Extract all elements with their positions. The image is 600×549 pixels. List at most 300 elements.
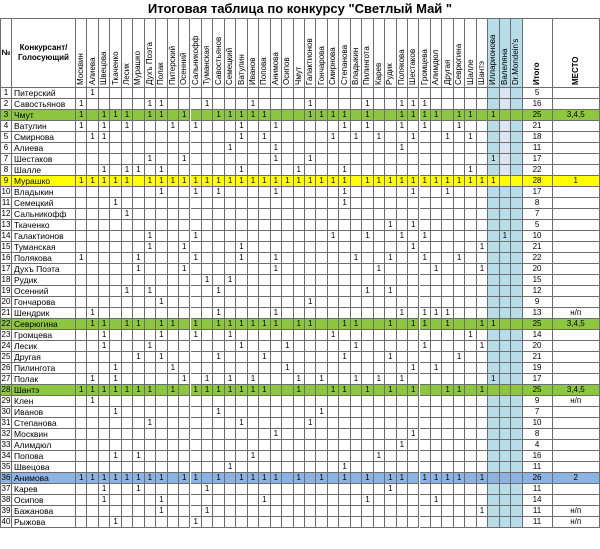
vote-cell: 1 xyxy=(362,286,373,297)
vote-cell xyxy=(454,418,465,429)
vote-cell xyxy=(191,440,202,451)
vote-cell xyxy=(99,231,110,242)
total-cell: 4 xyxy=(523,440,553,451)
vote-cell xyxy=(133,220,144,231)
vote-cell xyxy=(465,418,476,429)
vote-cell xyxy=(374,275,385,286)
vote-cell xyxy=(76,187,87,198)
vote-cell xyxy=(500,209,511,220)
vote-cell xyxy=(420,242,431,253)
vote-cell xyxy=(442,352,453,363)
vote-cell xyxy=(225,396,236,407)
vote-cell: 1 xyxy=(236,473,247,484)
place-cell xyxy=(553,242,600,253)
vote-cell xyxy=(374,429,385,440)
vote-cell xyxy=(179,187,190,198)
vote-cell: 1 xyxy=(191,517,202,528)
participant-name: Смирнова xyxy=(12,132,76,143)
vote-cell: 1 xyxy=(133,473,144,484)
vote-cell xyxy=(305,451,316,462)
vote-cell xyxy=(202,231,213,242)
vote-cell xyxy=(351,209,362,220)
vote-cell xyxy=(156,374,167,385)
vote-cell: 1 xyxy=(408,110,419,121)
total-cell: 11 xyxy=(523,143,553,154)
vote-cell xyxy=(385,462,396,473)
vote-cell xyxy=(179,495,190,506)
vote-cell xyxy=(76,396,87,407)
vote-cell: 1 xyxy=(179,374,190,385)
vote-cell: 1 xyxy=(87,319,98,330)
vote-cell: 1 xyxy=(225,143,236,154)
vote-cell xyxy=(385,407,396,418)
vote-cell: 1 xyxy=(145,231,156,242)
vote-cell: 1 xyxy=(351,132,362,143)
vote-cell xyxy=(397,165,408,176)
vote-cell: 1 xyxy=(202,506,213,517)
vote-cell xyxy=(191,451,202,462)
total-cell: 11 xyxy=(523,517,553,528)
vote-cell xyxy=(294,253,305,264)
vote-cell xyxy=(236,143,247,154)
vote-cell xyxy=(420,484,431,495)
vote-cell: 1 xyxy=(202,484,213,495)
vote-cell xyxy=(168,374,179,385)
vote-cell xyxy=(87,462,98,473)
vote-cell xyxy=(156,121,167,132)
vote-cell xyxy=(202,286,213,297)
vote-cell xyxy=(213,418,224,429)
vote-cell xyxy=(351,143,362,154)
vote-cell xyxy=(236,506,247,517)
vote-cell xyxy=(374,418,385,429)
vote-cell xyxy=(511,143,522,154)
vote-cell xyxy=(397,462,408,473)
vote-cell xyxy=(271,374,282,385)
voter-name: Алиева xyxy=(87,57,97,85)
voter-name: Смирнова xyxy=(328,47,338,85)
vote-cell xyxy=(374,363,385,374)
vote-cell xyxy=(420,154,431,165)
vote-cell xyxy=(442,363,453,374)
vote-cell xyxy=(500,352,511,363)
vote-cell: 1 xyxy=(442,319,453,330)
vote-cell: 1 xyxy=(316,407,327,418)
vote-cell: 1 xyxy=(294,374,305,385)
vote-cell xyxy=(385,209,396,220)
vote-cell xyxy=(168,341,179,352)
vote-cell: 1 xyxy=(362,231,373,242)
vote-cell xyxy=(191,198,202,209)
row-number: 25 xyxy=(1,352,11,361)
vote-cell: 1 xyxy=(397,440,408,451)
vote-cell: 1 xyxy=(76,176,87,187)
vote-cell: 1 xyxy=(454,110,465,121)
row-number: 28 xyxy=(1,385,11,394)
vote-cell xyxy=(168,506,179,517)
vote-cell xyxy=(179,319,190,330)
vote-cell xyxy=(259,462,270,473)
vote-cell xyxy=(316,209,327,220)
vote-cell xyxy=(133,231,144,242)
row-number: 1 xyxy=(0,88,12,99)
place-cell xyxy=(553,132,600,143)
vote-cell xyxy=(87,407,98,418)
vote-cell xyxy=(431,143,442,154)
vote-cell xyxy=(271,407,282,418)
vote-cell xyxy=(351,121,362,132)
vote-cell xyxy=(76,517,87,528)
vote-cell: 1 xyxy=(477,176,488,187)
vote-cell xyxy=(397,517,408,528)
vote-cell xyxy=(465,154,476,165)
total-cell: 16 xyxy=(523,99,553,110)
vote-cell xyxy=(454,88,465,99)
vote-cell xyxy=(465,396,476,407)
vote-cell: 1 xyxy=(110,176,121,187)
vote-cell xyxy=(133,88,144,99)
vote-cell xyxy=(225,341,236,352)
vote-cell xyxy=(271,209,282,220)
vote-cell xyxy=(122,418,133,429)
vote-cell xyxy=(500,297,511,308)
vote-cell xyxy=(225,308,236,319)
voter-name: Сальникофф xyxy=(190,35,200,85)
vote-cell: 1 xyxy=(202,374,213,385)
vote-cell: 1 xyxy=(99,176,110,187)
vote-cell xyxy=(385,88,396,99)
vote-cell xyxy=(213,264,224,275)
vote-cell xyxy=(87,429,98,440)
vote-cell xyxy=(488,99,499,110)
vote-cell xyxy=(225,187,236,198)
vote-cell xyxy=(179,506,190,517)
participant-name: Лесик xyxy=(12,341,76,352)
vote-cell: 1 xyxy=(328,330,339,341)
vote-cell: 1 xyxy=(236,121,247,132)
vote-cell xyxy=(454,407,465,418)
vote-cell: 1 xyxy=(110,110,121,121)
vote-cell xyxy=(248,429,259,440)
vote-cell xyxy=(477,374,488,385)
vote-cell xyxy=(477,198,488,209)
vote-cell xyxy=(99,363,110,374)
vote-cell xyxy=(179,462,190,473)
vote-cell xyxy=(488,506,499,517)
vote-cell xyxy=(477,440,488,451)
vote-cell: 1 xyxy=(408,429,419,440)
vote-cell xyxy=(385,374,396,385)
vote-cell: 1 xyxy=(145,473,156,484)
vote-cell xyxy=(282,473,293,484)
vote-cell: 1 xyxy=(294,319,305,330)
place-cell: 2 xyxy=(553,473,600,484)
vote-cell xyxy=(236,330,247,341)
vote-cell xyxy=(442,374,453,385)
vote-cell xyxy=(465,143,476,154)
participant-name: Пилингота xyxy=(12,363,76,374)
vote-cell xyxy=(99,440,110,451)
vote-cell xyxy=(339,264,350,275)
vote-cell xyxy=(362,407,373,418)
vote-cell xyxy=(122,220,133,231)
vote-cell xyxy=(282,495,293,506)
vote-cell xyxy=(454,319,465,330)
vote-cell xyxy=(316,429,327,440)
vote-cell xyxy=(339,451,350,462)
vote-cell xyxy=(110,209,121,220)
vote-cell xyxy=(316,484,327,495)
vote-cell: 1 xyxy=(99,110,110,121)
vote-cell xyxy=(248,418,259,429)
vote-cell xyxy=(76,286,87,297)
vote-cell xyxy=(168,429,179,440)
vote-cell xyxy=(442,209,453,220)
total-cell: 25 xyxy=(523,319,553,330)
vote-cell xyxy=(110,275,121,286)
participant-name: Шалле xyxy=(12,165,76,176)
vote-cell xyxy=(351,176,362,187)
vote-cell xyxy=(191,110,202,121)
voter-name: Анимова xyxy=(270,52,280,85)
vote-cell: 1 xyxy=(374,132,385,143)
vote-cell xyxy=(351,418,362,429)
vote-cell: 1 xyxy=(362,385,373,396)
vote-cell: 1 xyxy=(168,319,179,330)
vote-cell xyxy=(477,451,488,462)
vote-cell xyxy=(454,517,465,528)
vote-cell: 1 xyxy=(191,121,202,132)
vote-cell xyxy=(87,209,98,220)
vote-cell xyxy=(328,275,339,286)
total-cell: 5 xyxy=(523,88,553,99)
vote-cell xyxy=(87,275,98,286)
vote-cell xyxy=(454,275,465,286)
voter-name: Пилингота xyxy=(362,46,372,85)
vote-cell xyxy=(294,407,305,418)
vote-cell: 1 xyxy=(99,484,110,495)
row-number: 14 xyxy=(1,231,11,240)
vote-cell xyxy=(500,330,511,341)
vote-cell xyxy=(465,484,476,495)
vote-cell: 1 xyxy=(110,407,121,418)
vote-cell xyxy=(477,429,488,440)
vote-cell xyxy=(420,385,431,396)
vote-cell xyxy=(87,440,98,451)
vote-cell xyxy=(397,253,408,264)
vote-cell: 1 xyxy=(397,308,408,319)
vote-cell: 1 xyxy=(397,121,408,132)
row-number: 37 xyxy=(1,484,11,493)
vote-cell xyxy=(420,462,431,473)
vote-cell xyxy=(351,242,362,253)
vote-cell: 1 xyxy=(305,154,316,165)
vote-cell xyxy=(133,198,144,209)
vote-cell xyxy=(316,286,327,297)
vote-cell xyxy=(477,407,488,418)
vote-cell xyxy=(500,341,511,352)
row-number: 11 xyxy=(1,198,11,207)
vote-cell xyxy=(442,253,453,264)
vote-cell xyxy=(145,330,156,341)
vote-cell xyxy=(76,330,87,341)
vote-cell xyxy=(500,495,511,506)
vote-cell xyxy=(213,242,224,253)
participant-name: Гончарова xyxy=(12,297,76,308)
header-voter xyxy=(362,18,373,88)
header-voter xyxy=(110,18,121,88)
vote-cell xyxy=(191,220,202,231)
vote-cell xyxy=(454,143,465,154)
vote-cell xyxy=(362,308,373,319)
vote-cell xyxy=(179,220,190,231)
vote-cell xyxy=(168,451,179,462)
vote-cell xyxy=(305,330,316,341)
vote-cell xyxy=(477,253,488,264)
vote-cell xyxy=(191,275,202,286)
vote-cell: 1 xyxy=(420,473,431,484)
vote-cell xyxy=(351,110,362,121)
vote-cell xyxy=(87,198,98,209)
vote-cell: 1 xyxy=(110,451,121,462)
vote-cell xyxy=(294,396,305,407)
vote-cell xyxy=(213,154,224,165)
vote-cell xyxy=(271,341,282,352)
vote-cell xyxy=(442,154,453,165)
vote-cell xyxy=(305,385,316,396)
vote-cell xyxy=(431,429,442,440)
vote-cell xyxy=(122,264,133,275)
vote-cell xyxy=(168,352,179,363)
vote-cell: 1 xyxy=(76,110,87,121)
vote-cell xyxy=(294,330,305,341)
vote-cell xyxy=(202,363,213,374)
vote-cell xyxy=(500,220,511,231)
vote-cell xyxy=(511,176,522,187)
vote-cell xyxy=(385,198,396,209)
vote-cell xyxy=(179,253,190,264)
vote-cell xyxy=(385,143,396,154)
vote-cell: 1 xyxy=(339,187,350,198)
vote-cell xyxy=(168,495,179,506)
vote-cell xyxy=(442,264,453,275)
vote-cell xyxy=(408,462,419,473)
vote-cell xyxy=(110,187,121,198)
vote-cell xyxy=(236,275,247,286)
vote-cell xyxy=(294,110,305,121)
vote-cell xyxy=(156,484,167,495)
vote-cell xyxy=(500,374,511,385)
vote-cell xyxy=(236,396,247,407)
vote-cell xyxy=(351,198,362,209)
vote-cell xyxy=(156,198,167,209)
vote-cell: 1 xyxy=(122,176,133,187)
vote-cell xyxy=(202,341,213,352)
vote-cell xyxy=(385,275,396,286)
vote-cell xyxy=(133,506,144,517)
vote-cell xyxy=(99,517,110,528)
vote-cell xyxy=(191,286,202,297)
vote-cell xyxy=(477,418,488,429)
vote-cell xyxy=(133,374,144,385)
vote-cell xyxy=(316,264,327,275)
vote-cell xyxy=(500,517,511,528)
header-total xyxy=(523,18,553,88)
vote-cell xyxy=(351,88,362,99)
vote-cell xyxy=(282,385,293,396)
vote-cell: 1 xyxy=(248,99,259,110)
vote-cell: 1 xyxy=(156,165,167,176)
vote-cell: 1 xyxy=(328,176,339,187)
vote-cell: 1 xyxy=(374,264,385,275)
vote-cell xyxy=(76,451,87,462)
vote-cell xyxy=(339,231,350,242)
vote-cell xyxy=(397,242,408,253)
vote-cell xyxy=(191,242,202,253)
vote-cell xyxy=(488,220,499,231)
vote-cell xyxy=(271,440,282,451)
participant-name: Алимдюл xyxy=(12,440,76,451)
voter-name: Питерский xyxy=(167,45,177,85)
vote-cell xyxy=(397,385,408,396)
vote-cell: 1 xyxy=(385,176,396,187)
vote-cell xyxy=(339,330,350,341)
total-cell: 22 xyxy=(523,253,553,264)
vote-cell xyxy=(339,341,350,352)
vote-cell xyxy=(202,198,213,209)
vote-cell xyxy=(271,297,282,308)
participant-name: Мурашко xyxy=(12,176,76,187)
vote-cell xyxy=(351,297,362,308)
vote-cell: 1 xyxy=(271,176,282,187)
vote-cell xyxy=(420,396,431,407)
vote-cell: 1 xyxy=(294,176,305,187)
vote-cell xyxy=(305,308,316,319)
vote-cell: 1 xyxy=(282,363,293,374)
vote-cell xyxy=(110,484,121,495)
vote-cell xyxy=(236,99,247,110)
vote-cell xyxy=(339,220,350,231)
vote-cell xyxy=(191,462,202,473)
vote-cell xyxy=(259,187,270,198)
vote-cell xyxy=(397,264,408,275)
vote-cell xyxy=(259,88,270,99)
vote-cell xyxy=(500,121,511,132)
vote-cell xyxy=(305,473,316,484)
vote-cell xyxy=(442,330,453,341)
vote-cell xyxy=(500,473,511,484)
vote-cell xyxy=(282,418,293,429)
vote-cell xyxy=(76,374,87,385)
vote-cell xyxy=(385,506,396,517)
vote-cell xyxy=(282,132,293,143)
vote-cell xyxy=(374,495,385,506)
vote-cell xyxy=(328,319,339,330)
vote-cell: 1 xyxy=(431,264,442,275)
vote-cell xyxy=(454,484,465,495)
vote-cell: 1 xyxy=(133,385,144,396)
vote-cell xyxy=(431,165,442,176)
vote-cell: 1 xyxy=(133,451,144,462)
vote-cell xyxy=(397,429,408,440)
vote-cell xyxy=(511,264,522,275)
vote-cell xyxy=(316,297,327,308)
participant-name: Степанова xyxy=(12,418,76,429)
vote-cell xyxy=(133,143,144,154)
vote-cell: 1 xyxy=(259,132,270,143)
vote-cell: 1 xyxy=(179,242,190,253)
vote-cell xyxy=(431,396,442,407)
